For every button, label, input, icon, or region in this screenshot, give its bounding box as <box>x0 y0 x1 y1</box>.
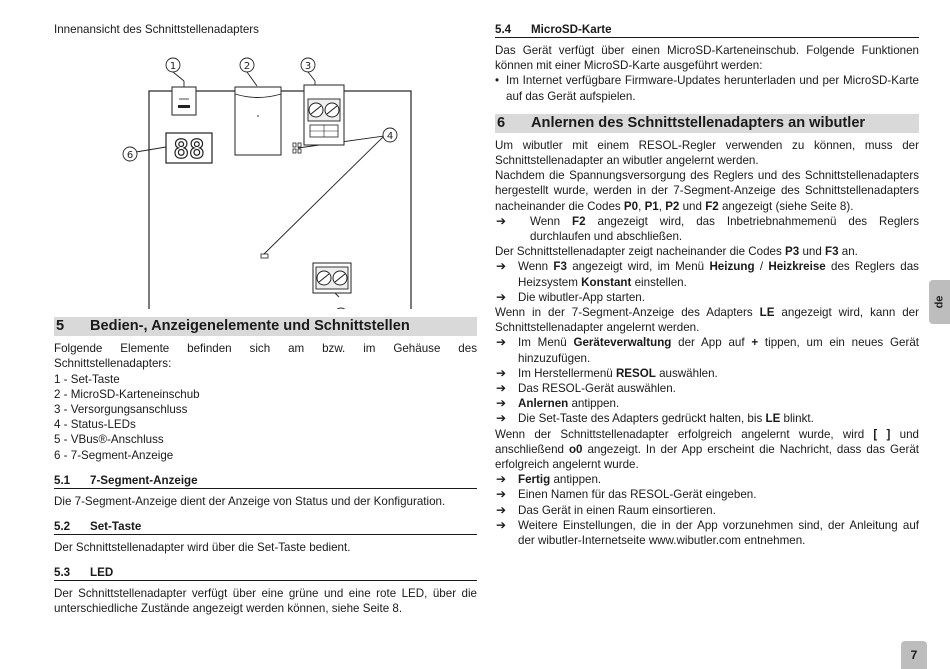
section-5-number: 5 <box>56 318 65 335</box>
arrow-icon: ➔ <box>496 472 507 487</box>
callout-3: 3 <box>304 61 312 73</box>
list-item: 3 - Versorgungsanschluss <box>54 403 188 417</box>
callout-6: 6 <box>126 150 134 162</box>
supply-connector-part <box>304 85 344 145</box>
left-column <box>54 22 477 617</box>
section-5-3-title: LED <box>90 566 114 580</box>
section-6-title: Anlernen des Schnittstellenadapters an wibutler <box>531 114 866 131</box>
arrow-icon: ➔ <box>496 289 507 304</box>
list-item: 2 - MicroSD-Karteneinschub <box>54 387 200 401</box>
instruction-step: ➔ Im Herstellermenü RESOL auswählen. <box>496 365 718 380</box>
instruction-step: ➔ Das RESOL-Gerät auswählen. <box>496 381 676 396</box>
section-5-4-title: MicroSD-Karte <box>531 23 612 36</box>
section-5-4-number: 5.4 <box>495 23 512 36</box>
section-5-heading <box>54 317 477 336</box>
arrow-icon: ➔ <box>496 396 507 411</box>
instruction-step: ➔ Weitere Einstellungen, die in der App vorzunehmen sind, der Anleitung auf der wibutler-Internetseite www.wibutler.com entnehmen. <box>496 517 919 548</box>
section-5-4-bullets <box>495 73 919 103</box>
arrow-icon: ➔ <box>496 411 507 426</box>
svg-text:88: 88 <box>173 135 205 166</box>
arrow-icon: ➔ <box>496 365 507 380</box>
section-6-p5: Wenn der Schnittstellenadapter erfolgreich angelernt wurde, wird [ ] und anschließend o0 angezeigt. In der App erscheint die Nachricht, dass das Gerät erfolgreich angelernt wurde. <box>495 427 919 472</box>
elements-list <box>54 372 477 463</box>
section-5-intro: Folgende Elemente befinden sich am bzw. im Gehäuse des Schnittstellenadapters: <box>54 342 477 371</box>
page-number: 7 <box>901 641 927 669</box>
adapter-diagram <box>54 41 477 309</box>
section-5-4-heading <box>495 22 919 38</box>
language-tab-label: de <box>932 295 945 309</box>
right-column <box>495 22 919 548</box>
section-6-p2: Nachdem die Spannungsversorgung des Reglers und des Schnittstellenadapters hergestellt wurde, werden in der 7-Segment-Anzeige des Schnittstellenadapters nacheinander die Codes P0, P1, P2 und F2 angezeigt (siehe Seite 8). <box>495 169 919 213</box>
list-item: • Im Internet verfügbare Firmware-Updates herunterladen und per MicroSD-Karte auf das Gerät aufspielen. <box>495 73 919 103</box>
callout-2: 2 <box>243 61 251 73</box>
section-6-number: 6 <box>497 114 506 131</box>
instruction-step: ➔ Einen Namen für das RESOL-Gerät eingeben. <box>496 487 757 502</box>
section-6-heading <box>495 114 919 133</box>
arrow-icon: ➔ <box>496 335 507 350</box>
section-5-1-number: 5.1 <box>54 473 71 487</box>
list-item: 4 - Status-LEDs <box>54 418 136 432</box>
section-5-2-text: Der Schnittstellenadapter wird über die Set-Taste bedient. <box>54 541 351 555</box>
instruction-step: ➔ Fertig antippen. <box>496 472 602 487</box>
arrow-icon: ➔ <box>496 381 507 396</box>
section-5-4-text: Das Gerät verfügt über einen MicroSD-Karteneinschub. Folgende Funktionen können mit einer MicroSD-Karte ausgeführt werden: <box>495 44 919 73</box>
instruction-step: ➔ Im Menü Geräteverwaltung der App auf + tippen, um ein neues Gerät hinzuzufügen. <box>496 335 920 365</box>
arrow-icon: ➔ <box>496 487 507 502</box>
section-5-2-title: Set-Taste <box>90 520 142 534</box>
section-5-1-title: 7-Segment-Anzeige <box>90 473 198 487</box>
set-button-part <box>172 87 196 115</box>
arrow-icon: ➔ <box>496 213 507 228</box>
list-item: 1 - Set-Taste <box>54 372 120 386</box>
instruction-step: ➔ Wenn F2 angezeigt wird, das Inbetriebnahmemenü des Reglers durchlaufen und abschließen. <box>496 213 919 244</box>
seven-segment-part <box>166 133 212 165</box>
instruction-step: ➔ Das Gerät in einen Raum einsortieren. <box>496 502 716 517</box>
arrow-icon: ➔ <box>496 502 507 517</box>
arrow-icon: ➔ <box>496 259 507 274</box>
callout-4: 4 <box>386 131 394 143</box>
instruction-step: ➔ Anlernen antippen. <box>496 396 620 411</box>
section-5-1-text: Die 7-Segment-Anzeige dient der Anzeige von Status und der Konfiguration. <box>54 494 446 508</box>
instruction-step: ➔ Wenn F3 angezeigt wird, im Menü Heizung / Heizkreise des Reglers das Heizsystem Konstant einstellen. <box>496 259 919 289</box>
section-5-3-heading <box>54 565 477 581</box>
section-5-title: Bedien-, Anzeigenelemente und Schnittstellen <box>90 318 410 335</box>
vbus-connector-part <box>313 263 351 293</box>
figure-caption: Innenansicht des Schnittstellenadapters <box>54 23 259 36</box>
adapter-diagram-svg <box>54 41 477 309</box>
section-5-2-number: 5.2 <box>54 520 71 534</box>
section-6-p1: Um wibutler mit einem RESOL-Regler verwenden zu können, muss der Schnittstellenadapter an wibutler angelernt werden. <box>495 138 919 168</box>
microsd-slot-part <box>235 87 281 155</box>
arrow-icon: ➔ <box>496 517 507 532</box>
section-5-2-heading <box>54 519 477 535</box>
callout-1: 1 <box>169 61 177 73</box>
language-tab <box>929 280 950 324</box>
instruction-step: ➔ Die wibutler-App starten. <box>496 289 645 304</box>
section-5-3-number: 5.3 <box>54 566 71 580</box>
list-item: 6 - 7-Segment-Anzeige <box>54 448 174 462</box>
section-6-p3: Der Schnittstellenadapter zeigt nacheinander die Codes P3 und F3 an. <box>495 245 858 259</box>
section-6-p4: Wenn in der 7-Segment-Anzeige des Adapters LE angezeigt wird, kann der Schnittstellenadapter angelernt werden. <box>495 306 919 335</box>
section-5-1-heading <box>54 473 477 489</box>
section-5-3-text: Der Schnittstellenadapter verfügt über eine grüne und eine rote LED, über die unterschiedliche Zustände angezeigt werden können, siehe Seite 8. <box>54 587 477 616</box>
list-item: 5 - VBus®-Anschluss <box>54 433 164 447</box>
instruction-step: ➔ Die Set-Taste des Adapters gedrückt halten, bis LE blinkt. <box>496 411 814 426</box>
